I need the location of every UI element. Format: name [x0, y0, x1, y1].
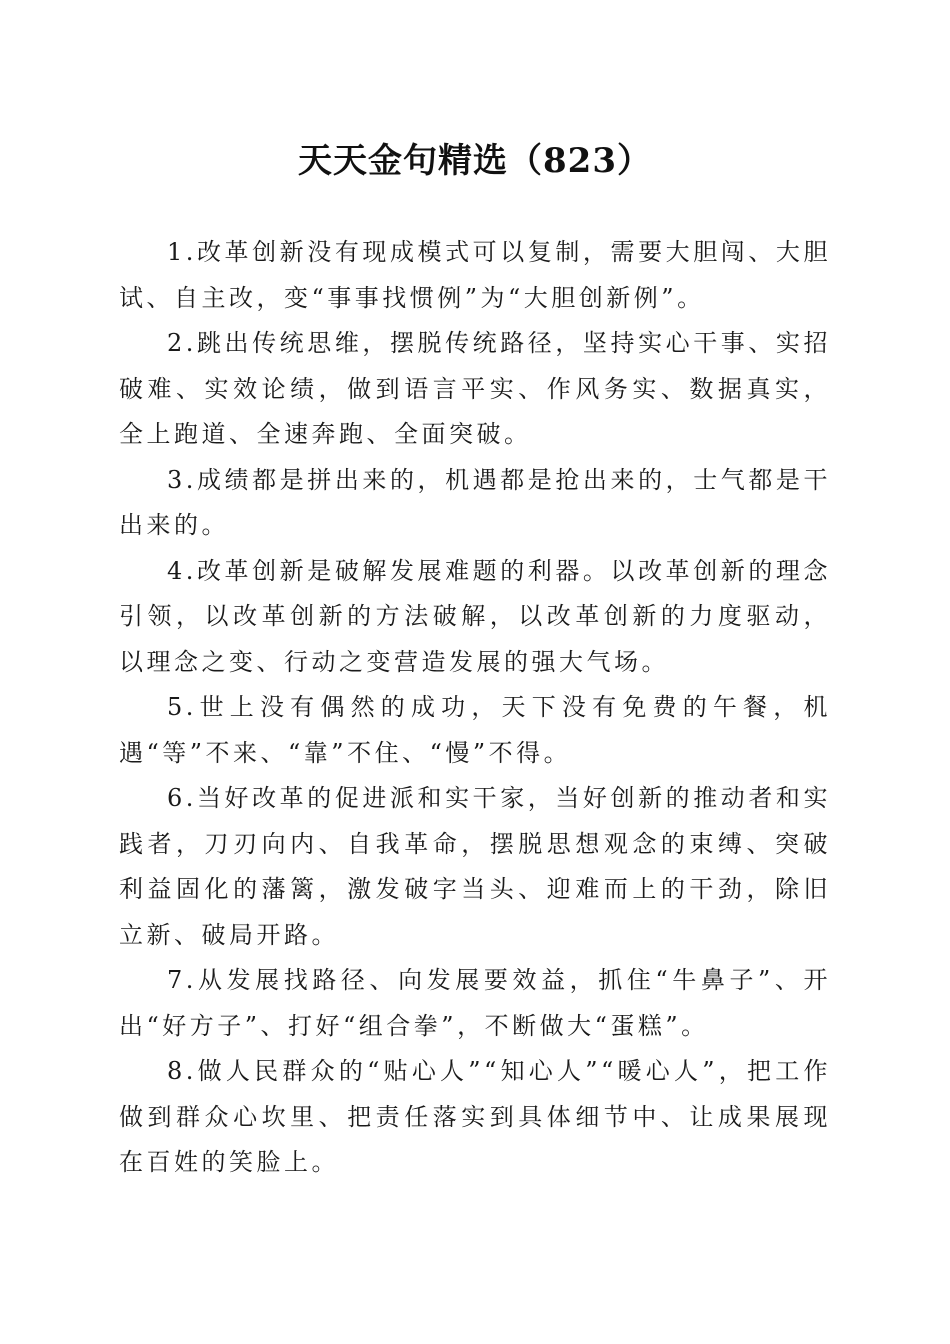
paragraph: 5.世上没有偶然的成功，天下没有免费的午餐，机遇“等”不来、“靠”不住、“慢”不得。: [119, 693, 831, 767]
paragraph: 3.成绩都是拼出来的，机遇都是抢出来的，士气都是干出来的。: [119, 465, 831, 539]
paragraph: 7.从发展找路径、向发展要效益，抓住“牛鼻子”、开出“好方子”、打好“组合拳”，不断做大“蛋糕”。: [119, 966, 831, 1040]
document-title: 天天金句精选（823）: [298, 141, 652, 181]
document-body: [119, 230, 831, 1186]
paragraph: 2.跳出传统思维，摆脱传统路径，坚持实心干事、实招破难、实效论绩，做到语言平实、作风务实、数据真实，全上跑道、全速奔跑、全面突破。: [119, 329, 831, 448]
paragraph: 8.做人民群众的“贴心人”“知心人”“暖心人”，把工作做到群众心坎里、把责任落实到具体细节中、让成果展现在百姓的笑脸上。: [119, 1057, 831, 1176]
paragraph: 6.当好改革的促进派和实干家，当好创新的推动者和实践者，刀刃向内、自我革命，摆脱思想观念的束缚、突破利益固化的藩篱，激发破字当头、迎难而上的干劲，除旧立新、破局开路。: [119, 784, 831, 949]
paragraph: 1.改革创新没有现成模式可以复制，需要大胆闯、大胆试、自主改，变“事事找惯例”为“大胆创新例”。: [119, 238, 831, 312]
paragraph: 4.改革创新是破解发展难题的利器。以改革创新的理念引领，以改革创新的方法破解，以改革创新的力度驱动，以理念之变、行动之变营造发展的强大气场。: [119, 556, 831, 676]
